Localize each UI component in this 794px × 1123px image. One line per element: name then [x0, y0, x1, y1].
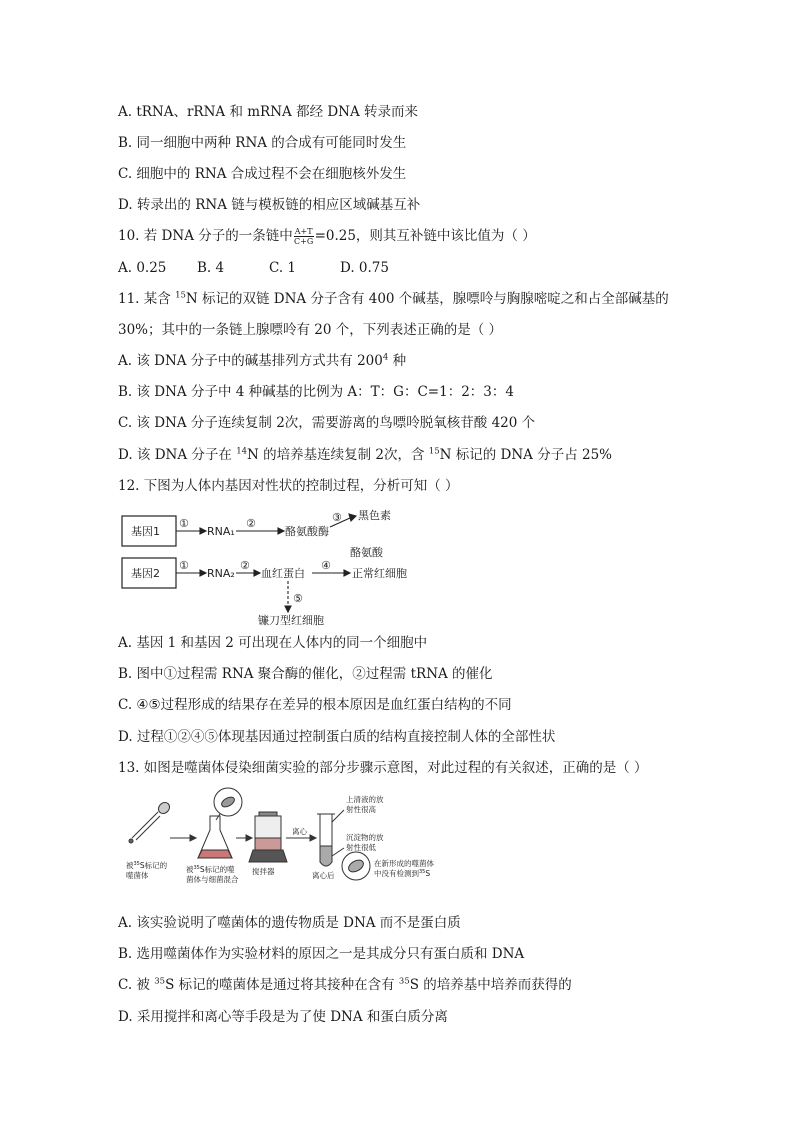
q11-d-sup1: 14 [236, 446, 248, 457]
q10-fraction-denominator: C+G [294, 237, 314, 246]
q9-option-c: C. 细胞中的 RNA 合成过程不会在细胞核外发生 [118, 166, 407, 182]
flask-icon [198, 816, 232, 858]
label-sediment-1: 沉淀物的放 [346, 833, 384, 842]
q10-stem-post: =0.25，则其互补链中该比值为（ ） [314, 228, 536, 244]
label-new-phage-1: 在新形成的噬菌体 [374, 859, 434, 868]
step1-top: ① [179, 517, 189, 530]
q13-c-sup2: 35 [398, 976, 410, 987]
q11-sup-15: 15 [175, 290, 186, 301]
q13-option-d: D. 采用搅拌和离心等手段是为了使 DNA 和蛋白质分离 [118, 1009, 448, 1025]
q11-a-sup: 4 [382, 352, 389, 363]
hemoglobin-label: 血红蛋白 [261, 567, 305, 580]
q9-option-d: D. 转录出的 RNA 链与模板链的相应区域碱基互补 [118, 197, 421, 213]
label-mixture: 被$^{35}$S标记的噬 [186, 865, 235, 874]
q13-option-c [118, 975, 572, 995]
arrow-2-top-head [278, 528, 284, 534]
arrow-4-head [344, 570, 350, 576]
q10-option-b: B. 4 [197, 260, 225, 276]
q11-option-d [118, 445, 612, 465]
tyrosine-label: 酪氨酸 [350, 546, 383, 559]
q10-option-c: C. 1 [269, 260, 297, 276]
label-supernatant-2: 射性很高 [346, 805, 376, 814]
q13-c-pre: C. 被 [118, 977, 155, 993]
arrow-5-head [285, 606, 291, 612]
label-new-phage-2: 中没有检测到$^{35}$S [374, 869, 431, 878]
q10-fraction-numerator: A+T [294, 227, 313, 236]
q13-stem: 13. 如图是噬菌体侵染细菌实验的部分步骤示意图，对此过程的有关叙述，正确的是（ ） [118, 760, 648, 776]
q12-option-c: C. ④⑤过程形成的结果存在差异的根本原因是血红蛋白结构的不同 [118, 697, 512, 713]
enzyme-label: 酪氨酸酶 [285, 525, 329, 538]
step1-bottom: ① [179, 559, 189, 572]
gene2-label: 基因2 [131, 567, 160, 580]
arrow-to-flask-head [190, 835, 196, 841]
gene1-label: 基因1 [131, 525, 160, 538]
q13-c-post: S 的培养基中培养而获得的 [409, 977, 572, 993]
q11-d-mid: N 的培养基连续复制 2次，含 [247, 447, 429, 463]
arrow-1-bottom-head [200, 570, 206, 576]
step3: ③ [332, 511, 342, 524]
sickle-rbc-label: 镰刀型红细胞 [258, 614, 324, 627]
arrow-centrifuge-head [310, 835, 316, 841]
label-labeled-phage-2: 噬菌体 [126, 871, 149, 880]
q11-stem-line1 [118, 289, 669, 309]
callout-sediment [332, 848, 344, 856]
q13-option-b: B. 选用噬菌体作为实验材料的原因之一是其成分只有蛋白质和 DNA [118, 946, 525, 962]
q11-stem-pre: 11. 某含 [118, 291, 176, 307]
q9-option-a: A. tRNA、rRNA 和 mRNA 都经 DNA 转录而来 [118, 104, 419, 120]
q12-option-a: A. 基因 1 和基因 2 可出现在人体内的同一个细胞中 [118, 635, 428, 651]
normal-rbc-label: 正常红细胞 [352, 567, 407, 580]
label-stirrer: 搅拌器 [252, 867, 275, 876]
arrow-1-top-head [200, 528, 206, 534]
label-mixture-2: 菌体与细菌混合 [186, 875, 239, 884]
q10-option-d: D. 0.75 [340, 260, 389, 276]
q10-stem [118, 226, 536, 246]
arrow-2-bottom-head [254, 570, 260, 576]
gene-control-diagram [118, 508, 418, 628]
q12-option-b: B. 图中①过程需 RNA 聚合酶的催化，②过程需 tRNA 的催化 [118, 666, 493, 682]
q12-stem: 12. 下图为人体内基因对性状的控制过程，分析可知（ ） [118, 478, 459, 494]
label-centrifuge: 离心 [292, 827, 307, 836]
q11-stem-post: N 标记的双链 DNA 分子含有 400 个碱基，腺嘌呤与胸腺嘧啶之和占全部碱基的 [185, 291, 669, 307]
q11-option-b: B. 该 DNA 分子中 4 种碱基的比例为 A：T：G：C=1：2：3：4 [118, 384, 514, 400]
label-labeled-phage: 被$^{35}$S标记的 [126, 861, 168, 870]
q10-stem-pre: 10. 若 DNA 分子的一条链中 [118, 228, 293, 244]
dropper-icon [129, 800, 172, 843]
q11-a-pre: A. 该 DNA 分子中的碱基排列方式共有 200 [118, 353, 383, 369]
step2-top: ② [246, 517, 256, 530]
q11-stem-line2: 30%；其中的一条链上腺嘌呤有 20 个，下列表述正确的是（ ） [118, 322, 503, 338]
melanin-label: 黑色素 [358, 509, 391, 522]
callout-supernatant [332, 810, 344, 822]
q10-option-a: A. 0.25 [118, 260, 167, 276]
q11-d-sup2: 15 [428, 446, 440, 457]
rna1-label: RNA₁ [207, 525, 235, 538]
q11-a-post: 种 [388, 353, 407, 369]
arrow-3-head [349, 514, 356, 521]
step2-bottom: ② [240, 559, 250, 572]
q13-option-a: A. 该实验说明了噬菌体的遗传物质是 DNA 而不是蛋白质 [118, 915, 461, 931]
phage-experiment-diagram [124, 786, 444, 890]
magnifier-phage-icon [214, 788, 242, 820]
arrow-to-stirrer-head [246, 835, 252, 841]
magnifier-bacteria-icon [342, 852, 370, 880]
q11-option-a [118, 351, 406, 371]
step4: ④ [321, 559, 331, 572]
stirrer-icon [249, 812, 287, 862]
q13-c-mid: S 标记的噬菌体是通过将其接种在含有 [165, 977, 399, 993]
q10-fraction [294, 227, 314, 246]
q11-d-pre: D. 该 DNA 分子在 [118, 447, 237, 463]
label-sediment-2: 射性很低 [346, 843, 376, 852]
q11-option-c: C. 该 DNA 分子连续复制 2次，需要游离的鸟嘌呤脱氧核苷酸 420 个 [118, 415, 536, 431]
q11-d-post: N 标记的 DNA 分子占 25% [439, 447, 612, 463]
label-supernatant-1: 上清液的放 [346, 795, 384, 804]
q13-c-sup1: 35 [154, 976, 166, 987]
q9-option-b: B. 同一细胞中两种 RNA 的合成有可能同时发生 [118, 135, 407, 151]
label-after-centrifuge: 离心后 [312, 871, 335, 880]
rna2-label: RNA₂ [207, 567, 235, 580]
step5: ⑤ [293, 592, 303, 605]
q12-option-d: D. 过程①②④⑤体现基因通过控制蛋白质的结构直接控制人体的全部性状 [118, 729, 556, 745]
